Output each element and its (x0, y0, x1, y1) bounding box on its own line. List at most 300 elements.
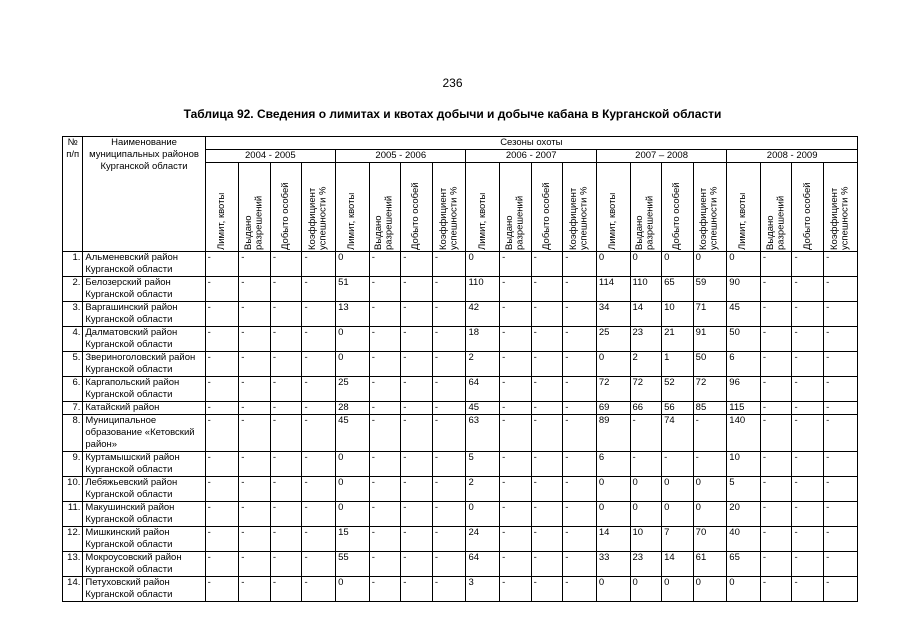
table-cell: - (369, 477, 401, 502)
table-cell: - (760, 477, 792, 502)
row-number: 14. (63, 577, 83, 602)
subcol-header (466, 163, 500, 252)
table-cell: - (531, 352, 563, 377)
table-cell: - (531, 527, 563, 552)
table-cell: 34 (596, 302, 630, 327)
row-number: 11. (63, 502, 83, 527)
table-cell: 7 (662, 527, 694, 552)
subcol-header-label: Лимит, квоты (346, 192, 358, 250)
table-cell: - (500, 352, 532, 377)
row-number: 6. (63, 377, 83, 402)
table-cell: - (760, 552, 792, 577)
table-cell: - (432, 502, 466, 527)
table-cell: - (270, 277, 302, 302)
district-name: Куртамышский район Курганской области (83, 452, 205, 477)
table-cell: - (239, 527, 271, 552)
table-cell: - (239, 477, 271, 502)
table-cell: 1 (662, 352, 694, 377)
table-cell: - (239, 277, 271, 302)
table-cell: - (563, 277, 597, 302)
table-cell: - (531, 402, 563, 415)
table-cell: - (432, 302, 466, 327)
table-cell: - (401, 377, 433, 402)
table-cell: - (531, 377, 563, 402)
district-name: Катайский район (83, 402, 205, 415)
season-header: 2007 – 2008 (596, 150, 726, 163)
table-cell: - (760, 377, 792, 402)
table-cell: - (531, 415, 563, 452)
row-number: 10. (63, 477, 83, 502)
table-cell: 25 (336, 377, 370, 402)
table-cell: 0 (662, 502, 694, 527)
table-cell: - (824, 577, 858, 602)
subcol-header-label: Добыто особей (279, 182, 291, 250)
subcol-header (336, 163, 370, 252)
table-cell: 2 (630, 352, 662, 377)
table-cell: 18 (466, 327, 500, 352)
table-cell: 72 (596, 377, 630, 402)
table-cell: - (563, 302, 597, 327)
district-name: Мишкинский район Курганской области (83, 527, 205, 552)
subcol-header-label: Лимит, квоты (215, 192, 227, 250)
table-cell: - (205, 415, 239, 452)
table-cell: - (531, 552, 563, 577)
table-cell: 69 (596, 402, 630, 415)
table-cell: - (432, 277, 466, 302)
table-cell: - (500, 502, 532, 527)
subcol-header (369, 163, 401, 252)
row-number: 5. (63, 352, 83, 377)
table-cell: 5 (466, 452, 500, 477)
district-name: Петуховский район Курганской области (83, 577, 205, 602)
table-cell: - (760, 327, 792, 352)
table-cell: - (401, 477, 433, 502)
table-cell: 0 (596, 352, 630, 377)
seasons-header: Сезоны охоты (205, 137, 857, 150)
table-cell: - (792, 577, 824, 602)
table-cell: 56 (662, 402, 694, 415)
table-cell: - (369, 352, 401, 377)
subcol-header (270, 163, 302, 252)
page-number: 236 (442, 76, 463, 90)
table-cell: 0 (693, 477, 727, 502)
table-cell: 21 (662, 327, 694, 352)
table-cell: - (500, 577, 532, 602)
table-cell: - (563, 415, 597, 452)
table-cell: 33 (596, 552, 630, 577)
table-cell: - (760, 277, 792, 302)
table-cell: - (824, 415, 858, 452)
table-cell: - (792, 415, 824, 452)
table-cell: - (205, 452, 239, 477)
table-cell: 0 (693, 502, 727, 527)
table-cell: - (563, 377, 597, 402)
table-cell: 24 (466, 527, 500, 552)
table-cell: - (205, 552, 239, 577)
district-name: Каргапольский район Курганской области (83, 377, 205, 402)
table-cell: - (239, 252, 271, 277)
table-cell: - (500, 402, 532, 415)
subcol-header-label: Коэффициент успешности % (698, 186, 720, 250)
table-cell: 89 (596, 415, 630, 452)
table-row (63, 252, 858, 277)
table-cell: 14 (596, 527, 630, 552)
table-cell: - (302, 477, 336, 502)
table-cell: - (369, 552, 401, 577)
table-cell: - (401, 577, 433, 602)
table-row (63, 502, 858, 527)
table-row (63, 302, 858, 327)
district-name: Мокроусовский район Курганской области (83, 552, 205, 577)
table-cell: 15 (336, 527, 370, 552)
table-cell: 51 (336, 277, 370, 302)
table-cell: - (563, 452, 597, 477)
table-cell: 72 (693, 377, 727, 402)
table-cell: 0 (662, 477, 694, 502)
table-cell: - (563, 252, 597, 277)
table-cell: - (239, 402, 271, 415)
table-cell: 52 (662, 377, 694, 402)
subcol-header-label: Выдано разрешений (634, 195, 656, 250)
table-cell: - (792, 527, 824, 552)
table-cell: - (239, 502, 271, 527)
table-cell: - (432, 377, 466, 402)
district-name: Звериноголовский район Курганской области (83, 352, 205, 377)
table-cell: - (760, 502, 792, 527)
table-cell: - (302, 452, 336, 477)
subcol-header-label: Коэффициент успешности % (307, 186, 329, 250)
subcol-header (239, 163, 271, 252)
table-cell: 0 (662, 577, 694, 602)
subcol-header-label: Добыто особей (671, 182, 683, 250)
table-cell: - (500, 527, 532, 552)
table-cell: - (205, 327, 239, 352)
table-cell: - (432, 402, 466, 415)
table-cell: 0 (336, 452, 370, 477)
district-name: Макушинский район Курганской области (83, 502, 205, 527)
subcol-header (727, 163, 761, 252)
table-row (63, 402, 858, 415)
table-row (63, 277, 858, 302)
table-cell: - (369, 577, 401, 602)
table-cell: - (205, 377, 239, 402)
table-cell: - (792, 302, 824, 327)
table-cell: 0 (630, 577, 662, 602)
table-cell: 91 (693, 327, 727, 352)
limits-quotas-table (62, 136, 858, 602)
table-cell: 45 (336, 415, 370, 452)
table-cell: - (205, 527, 239, 552)
table-cell: - (432, 252, 466, 277)
table-cell: - (432, 327, 466, 352)
table-cell: - (401, 402, 433, 415)
table-cell: - (531, 277, 563, 302)
table-cell: - (401, 502, 433, 527)
table-cell: - (369, 302, 401, 327)
table-cell: - (824, 402, 858, 415)
subcol-header (432, 163, 466, 252)
table-cell: - (563, 577, 597, 602)
table-cell: - (302, 502, 336, 527)
table-cell: 90 (727, 277, 761, 302)
table-cell: 0 (596, 252, 630, 277)
table-cell: 0 (693, 577, 727, 602)
table-cell: 71 (693, 302, 727, 327)
table-cell: - (270, 252, 302, 277)
season-header: 2006 - 2007 (466, 150, 596, 163)
subcol-header (693, 163, 727, 252)
table-cell: 110 (466, 277, 500, 302)
table-cell: - (205, 252, 239, 277)
table-cell: 85 (693, 402, 727, 415)
table-row (63, 327, 858, 352)
table-cell: - (205, 402, 239, 415)
table-cell: - (432, 352, 466, 377)
subcol-header-label: Лимит, квоты (606, 192, 618, 250)
table-cell: - (401, 527, 433, 552)
table-cell: 59 (693, 277, 727, 302)
table-cell: - (824, 352, 858, 377)
table-cell: - (302, 527, 336, 552)
table-cell: - (563, 327, 597, 352)
table-cell: - (239, 377, 271, 402)
table-cell: - (563, 502, 597, 527)
table-cell: - (239, 552, 271, 577)
table-cell: - (760, 402, 792, 415)
table-cell: - (531, 302, 563, 327)
table-cell: - (531, 502, 563, 527)
table-cell: 40 (727, 527, 761, 552)
table-cell: 61 (693, 552, 727, 577)
row-number: 8. (63, 415, 83, 452)
table-row (63, 477, 858, 502)
table-cell: 45 (466, 402, 500, 415)
table-cell: - (369, 527, 401, 552)
table-cell: - (432, 527, 466, 552)
subcol-header (662, 163, 694, 252)
table-cell: - (302, 252, 336, 277)
subcol-header-label: Добыто особей (801, 182, 813, 250)
table-cell: - (824, 552, 858, 577)
table-cell: - (205, 502, 239, 527)
table-cell: - (205, 277, 239, 302)
table-row (63, 452, 858, 477)
table-cell: - (563, 527, 597, 552)
table-cell: - (630, 415, 662, 452)
table-cell: - (563, 402, 597, 415)
table-row (63, 552, 858, 577)
table-cell: - (500, 277, 532, 302)
table-cell: - (760, 577, 792, 602)
table-cell: 5 (727, 477, 761, 502)
table-cell: - (792, 352, 824, 377)
table-cell: - (531, 577, 563, 602)
table-cell: - (302, 352, 336, 377)
subcol-header-label: Добыто особей (410, 182, 422, 250)
table-cell: - (205, 352, 239, 377)
table-cell: - (369, 377, 401, 402)
table-cell: 0 (466, 252, 500, 277)
table-cell: - (792, 552, 824, 577)
district-name: Далматовский район Курганской области (83, 327, 205, 352)
table-cell: 45 (727, 302, 761, 327)
table-cell: - (824, 502, 858, 527)
table-cell: 0 (630, 502, 662, 527)
table-cell: 66 (630, 402, 662, 415)
table-cell: 10 (662, 302, 694, 327)
table-cell: - (824, 277, 858, 302)
table-cell: 23 (630, 552, 662, 577)
table-cell: 0 (662, 252, 694, 277)
subcol-header (792, 163, 824, 252)
table-cell: - (270, 415, 302, 452)
subcol-header-label: Выдано разрешений (503, 195, 526, 250)
table-cell: 64 (466, 552, 500, 577)
season-header: 2008 - 2009 (727, 150, 858, 163)
table-cell: - (760, 415, 792, 452)
table-cell: - (662, 452, 694, 477)
district-name: Белозерский район Курганской области (83, 277, 205, 302)
table-cell: 55 (336, 552, 370, 577)
table-cell: - (824, 452, 858, 477)
page-title: Таблица 92. Сведения о лимитах и квотах добычи и добыче кабана в Курганской области (183, 107, 722, 121)
table-cell: - (270, 302, 302, 327)
subcol-header (401, 163, 433, 252)
subcol-header (824, 163, 858, 252)
table-cell: - (239, 415, 271, 452)
season-header: 2004 - 2005 (205, 150, 335, 163)
district-name: Альменевский район Курганской области (83, 252, 205, 277)
table-cell: - (824, 302, 858, 327)
table-cell: - (500, 552, 532, 577)
table-cell: - (792, 377, 824, 402)
table-cell: - (205, 577, 239, 602)
table-cell: - (239, 302, 271, 327)
subcol-header-label: Выдано разрешений (373, 195, 395, 250)
table-cell: - (500, 302, 532, 327)
table-cell: 0 (596, 502, 630, 527)
table-cell: - (239, 327, 271, 352)
table-cell: - (205, 477, 239, 502)
table-cell: - (563, 552, 597, 577)
table-cell: 2 (466, 352, 500, 377)
table-cell: - (500, 327, 532, 352)
table-cell: - (369, 402, 401, 415)
row-number: 12. (63, 527, 83, 552)
table-cell: 65 (727, 552, 761, 577)
table-cell: - (369, 252, 401, 277)
table-cell: 70 (693, 527, 727, 552)
row-number: 1. (63, 252, 83, 277)
table-cell: - (302, 327, 336, 352)
row-number: 9. (63, 452, 83, 477)
season-header: 2005 - 2006 (336, 150, 466, 163)
table-cell: - (792, 402, 824, 415)
table-cell: - (563, 477, 597, 502)
table-cell: 10 (630, 527, 662, 552)
table-cell: 50 (727, 327, 761, 352)
table-cell: 72 (630, 377, 662, 402)
table-cell: 3 (466, 577, 500, 602)
subcol-header (531, 163, 563, 252)
table-cell: 6 (727, 352, 761, 377)
table-cell: - (270, 477, 302, 502)
subcol-header-label: Коэффициент успешности % (437, 186, 460, 250)
row-number: 4. (63, 327, 83, 352)
row-number: 7. (63, 402, 83, 415)
table-cell: - (270, 352, 302, 377)
table-cell: 110 (630, 277, 662, 302)
table-cell: - (824, 527, 858, 552)
table-cell: 0 (596, 477, 630, 502)
table-cell: - (401, 277, 433, 302)
table-cell: - (432, 577, 466, 602)
table-cell: - (531, 252, 563, 277)
table-cell: 0 (466, 502, 500, 527)
table-row (63, 377, 858, 402)
table-cell: - (369, 277, 401, 302)
table-cell: 0 (727, 577, 761, 602)
table-cell: - (760, 302, 792, 327)
table-cell: - (270, 402, 302, 415)
table-cell: - (792, 452, 824, 477)
table-cell: - (531, 477, 563, 502)
col-header-district: Наименование муниципальных районов Курганской области (83, 137, 205, 252)
table-cell: - (760, 527, 792, 552)
subcol-header (500, 163, 532, 252)
table-cell: - (270, 327, 302, 352)
table-cell: - (270, 502, 302, 527)
table-cell: - (792, 477, 824, 502)
table-cell: - (432, 477, 466, 502)
table-cell: - (792, 252, 824, 277)
table-cell: - (401, 452, 433, 477)
table-cell: - (792, 502, 824, 527)
table-cell: - (401, 415, 433, 452)
table-cell: 64 (466, 377, 500, 402)
table-cell: - (239, 352, 271, 377)
table-cell: 2 (466, 477, 500, 502)
table-cell: 0 (727, 252, 761, 277)
table-cell: - (432, 452, 466, 477)
table-cell: 0 (693, 252, 727, 277)
table-cell: - (401, 552, 433, 577)
table-cell: 115 (727, 402, 761, 415)
table-cell: 14 (662, 552, 694, 577)
table-cell: - (205, 302, 239, 327)
table-cell: - (302, 402, 336, 415)
table-row (63, 527, 858, 552)
table-cell: 0 (336, 252, 370, 277)
table-cell: 6 (596, 452, 630, 477)
table-cell: - (302, 277, 336, 302)
table-cell: - (500, 377, 532, 402)
table-cell: - (760, 452, 792, 477)
table-cell: - (824, 327, 858, 352)
table-cell: - (369, 415, 401, 452)
table-cell: 0 (630, 477, 662, 502)
subcol-header (596, 163, 630, 252)
table-cell: - (401, 252, 433, 277)
table-cell: - (369, 327, 401, 352)
subcol-header-label: Добыто особей (540, 182, 552, 250)
table-cell: 28 (336, 402, 370, 415)
table-cell: 14 (630, 302, 662, 327)
subcol-header (302, 163, 336, 252)
table-cell: - (270, 527, 302, 552)
table-cell: 25 (596, 327, 630, 352)
table-cell: 20 (727, 502, 761, 527)
